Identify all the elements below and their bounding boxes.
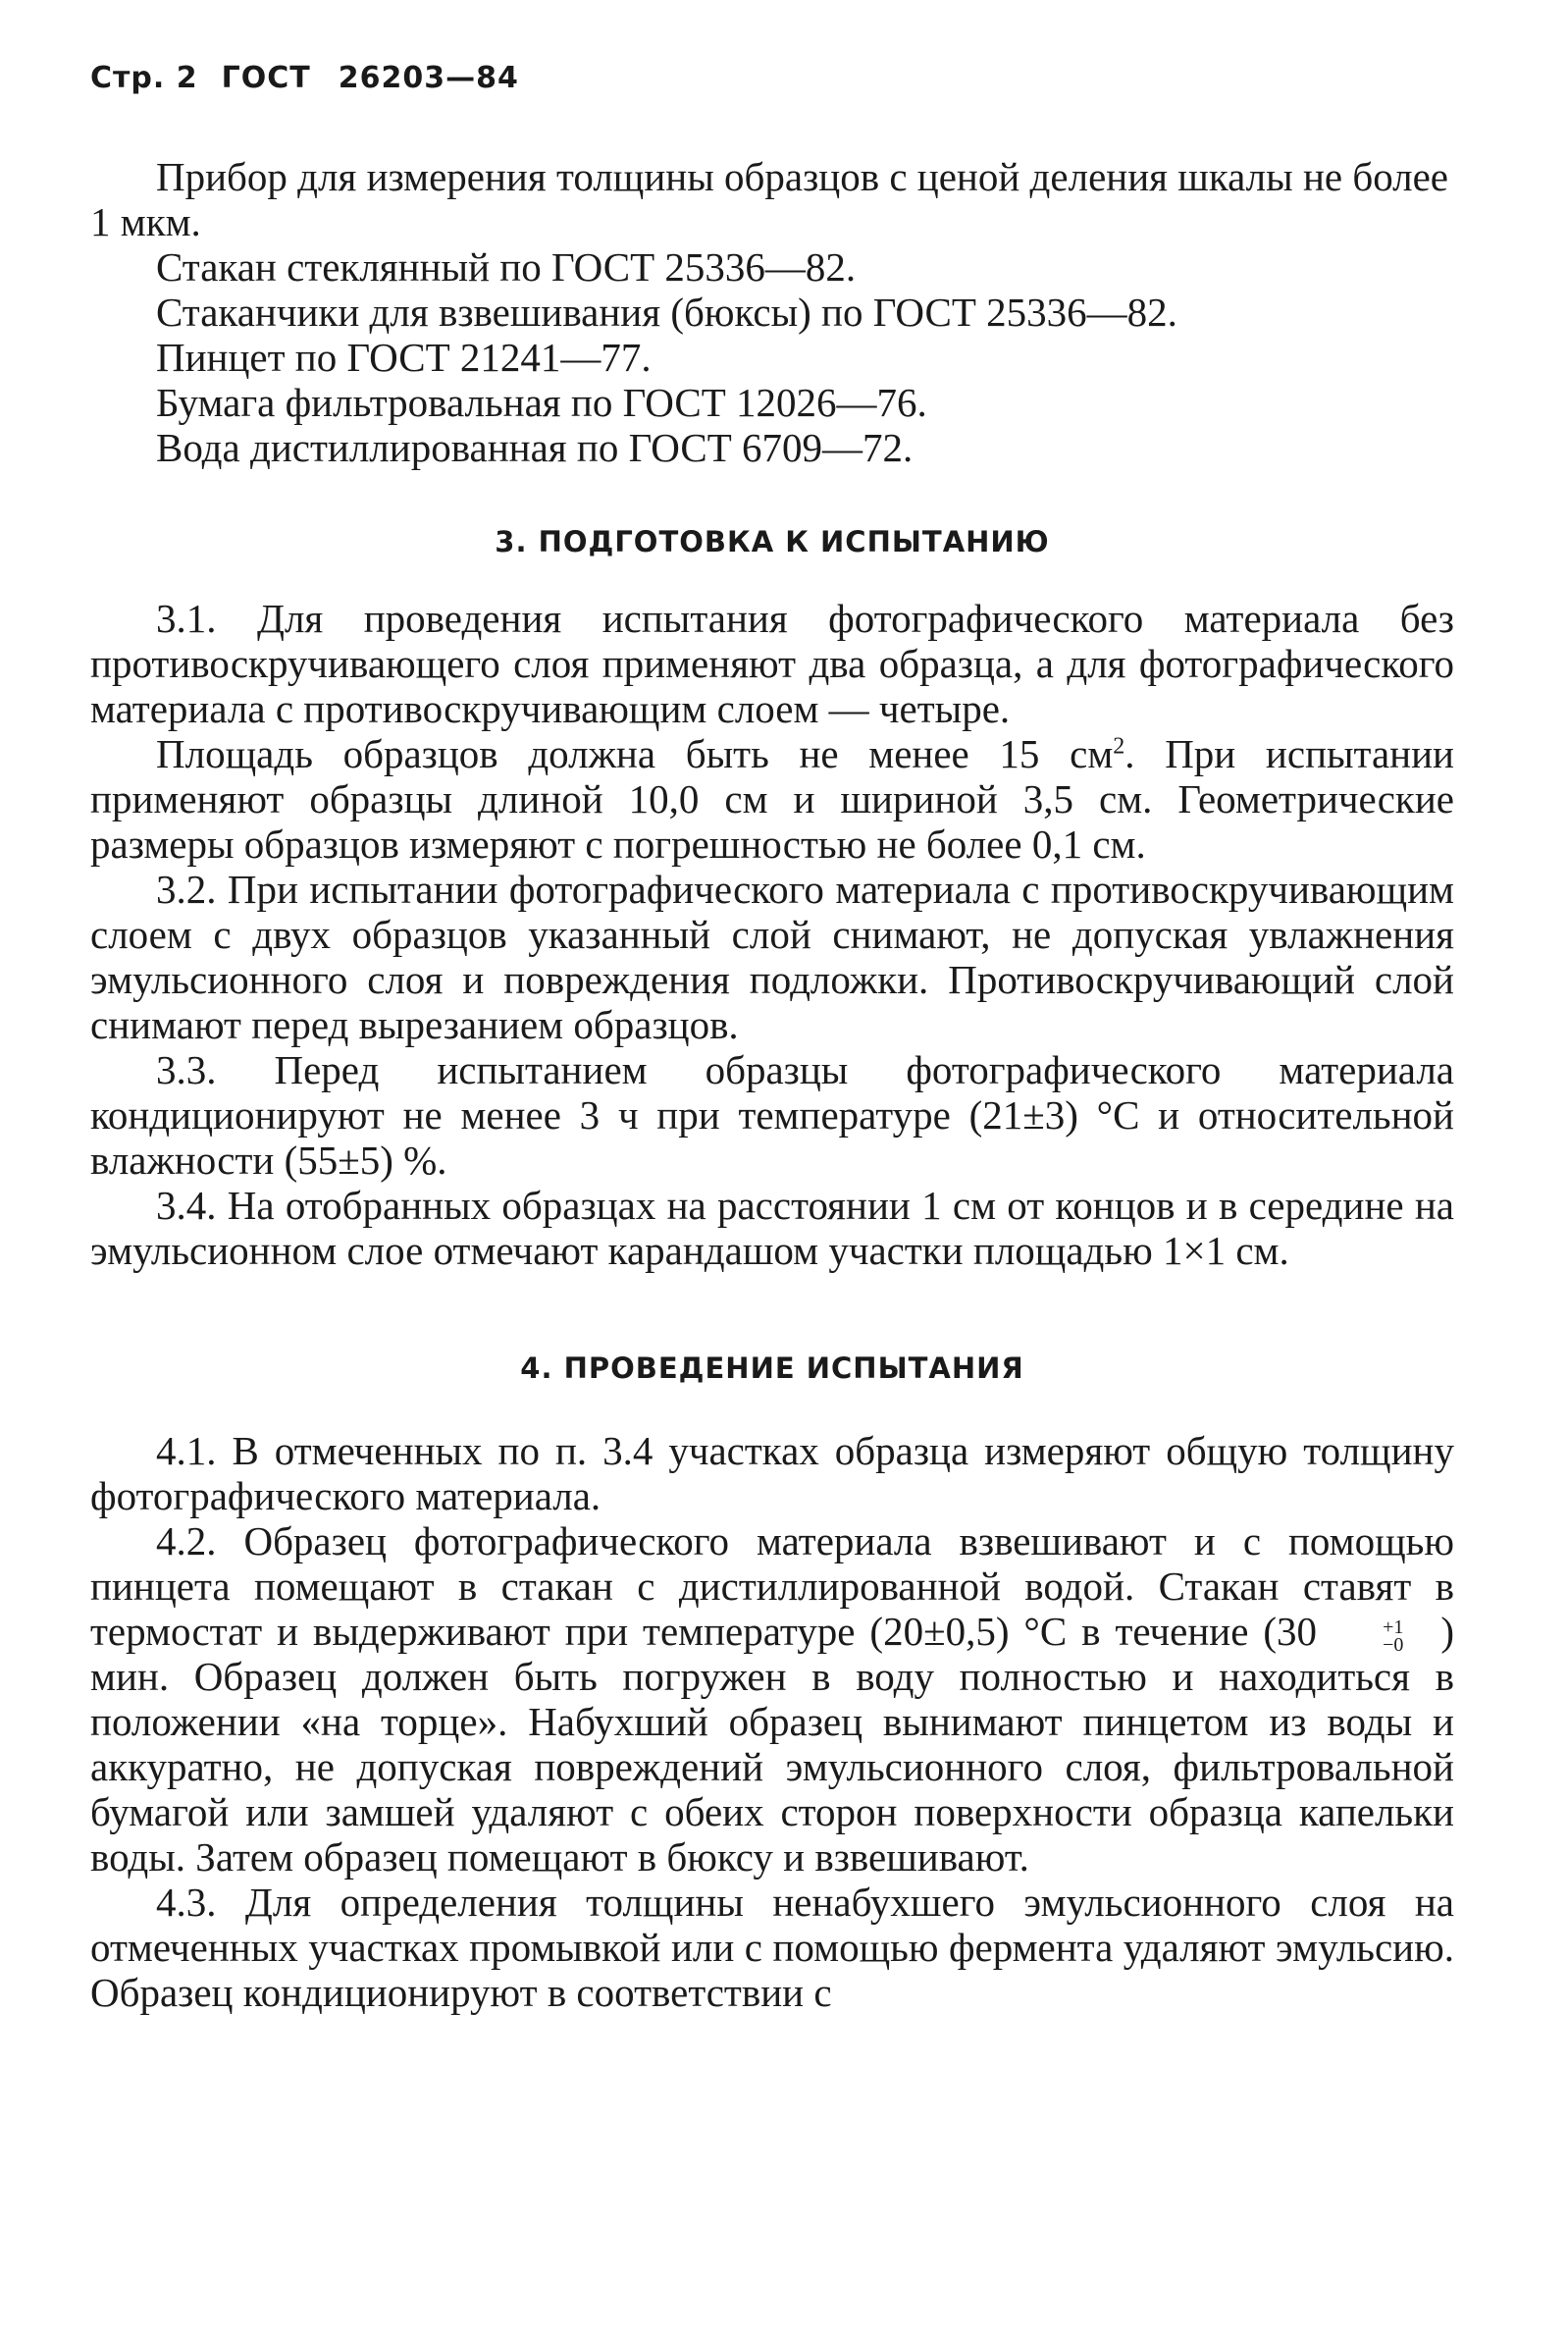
- section-4-title: 4. ПРОВЕДЕНИЕ ИСПЫТАНИЯ: [520, 1351, 1024, 1385]
- equipment-item: Прибор для измерения толщины образцов с ценой деления шкалы не более 1 мкм.: [90, 154, 1449, 244]
- p4-2-text-b: ) мин. Образец должен быть погружен в воду полностью и находиться в положении «на торце». Набухший образец вынимают пинцетом из воды и аккуратно, не допуская повреждений эмульсионного слоя, фильтровальной бумагой или замшей удаляют с обеих сторон поверхности образца капельки воды. Затем образец помещают в бюксу и взвешивают.: [90, 1609, 1454, 1880]
- paragraph-3-1: 3.1. Для проведения испытания фотографического материала без противоскручивающего слоя применяют два образца, а для фотографического материала с противоскручивающим слоем — четыре.: [90, 596, 1454, 731]
- paragraph-3-2: 3.2. При испытании фотографического материала с противоскручивающим слоем с двух образцов указанный слой снимают, не допуская увлажнения эмульсионного слоя и повреждения подложки. Противоскручивающий слой снимают перед вырезанием образцов.: [90, 867, 1454, 1047]
- equipment-item: Бумага фильтровальная по ГОСТ 12026—76.: [156, 380, 927, 425]
- equipment-item: Пинцет по ГОСТ 21241—77.: [156, 335, 652, 380]
- p4-2-text-a: 4.2. Образец фотографического материала взвешивают и с помощью пинцета помещают в стакан с дистиллированной водой. Стакан ставят в термостат и выдерживают при температуре (20±0,5) °С в течение (30: [90, 1518, 1454, 1654]
- tolerance-fraction: [1317, 1618, 1403, 1654]
- area-superscript: 2: [1113, 733, 1125, 760]
- paragraph-3-4: 3.4. На отобранных образцах на расстоянии 1 см от концов и в середине на эмульсионном слое отмечают карандашом участки площадью 1×1 см.: [90, 1183, 1454, 1273]
- paragraph-3-3: 3.3. Перед испытанием образцы фотографического материала кондиционируют не менее 3 ч при температуре (21±3) °С и относительной влажности (55±5) %.: [90, 1047, 1454, 1183]
- running-head: [90, 61, 1454, 95]
- standard-label: ГОСТ: [221, 61, 311, 95]
- paragraph-3-1-area: [90, 731, 1454, 867]
- equipment-item: Вода дистиллированная по ГОСТ 6709—72.: [156, 425, 914, 470]
- paragraph-4-3: 4.3. Для определения толщины ненабухшего эмульсионного слоя на отмеченных участках промывкой или с помощью фермента удаляют эмульсию. Образец кондиционируют в соответствии с: [90, 1880, 1454, 2015]
- standard-number: 26203—84: [338, 61, 519, 95]
- document-page: [90, 61, 1454, 2015]
- page-label: Стр. 2: [90, 61, 198, 95]
- equipment-list: [90, 154, 1454, 470]
- equipment-item: Стаканчики для взвешивания (бюксы) по ГОСТ 25336—82.: [156, 290, 1177, 335]
- equipment-item: Стакан стеклянный по ГОСТ 25336—82.: [156, 244, 857, 290]
- area-text-b: . При испытании применяют образцы длиной 10,0 см и шириной 3,5 см. Геометрические размеры образцов измеряют с погрешностью не более 0,1 см.: [90, 731, 1454, 867]
- paragraph-4-2: [90, 1518, 1454, 1880]
- paragraph-4-1: 4.1. В отмеченных по п. 3.4 участках образца измеряют общую толщину фотографического материала.: [90, 1428, 1454, 1518]
- area-text-a: Площадь образцов должна быть не менее 15 см: [156, 731, 1114, 776]
- section-3-title: 3. ПОДГОТОВКА К ИСПЫТАНИЮ: [495, 525, 1050, 558]
- tolerance-upper: +1: [1383, 1616, 1404, 1638]
- tolerance-lower: −0: [1383, 1633, 1404, 1656]
